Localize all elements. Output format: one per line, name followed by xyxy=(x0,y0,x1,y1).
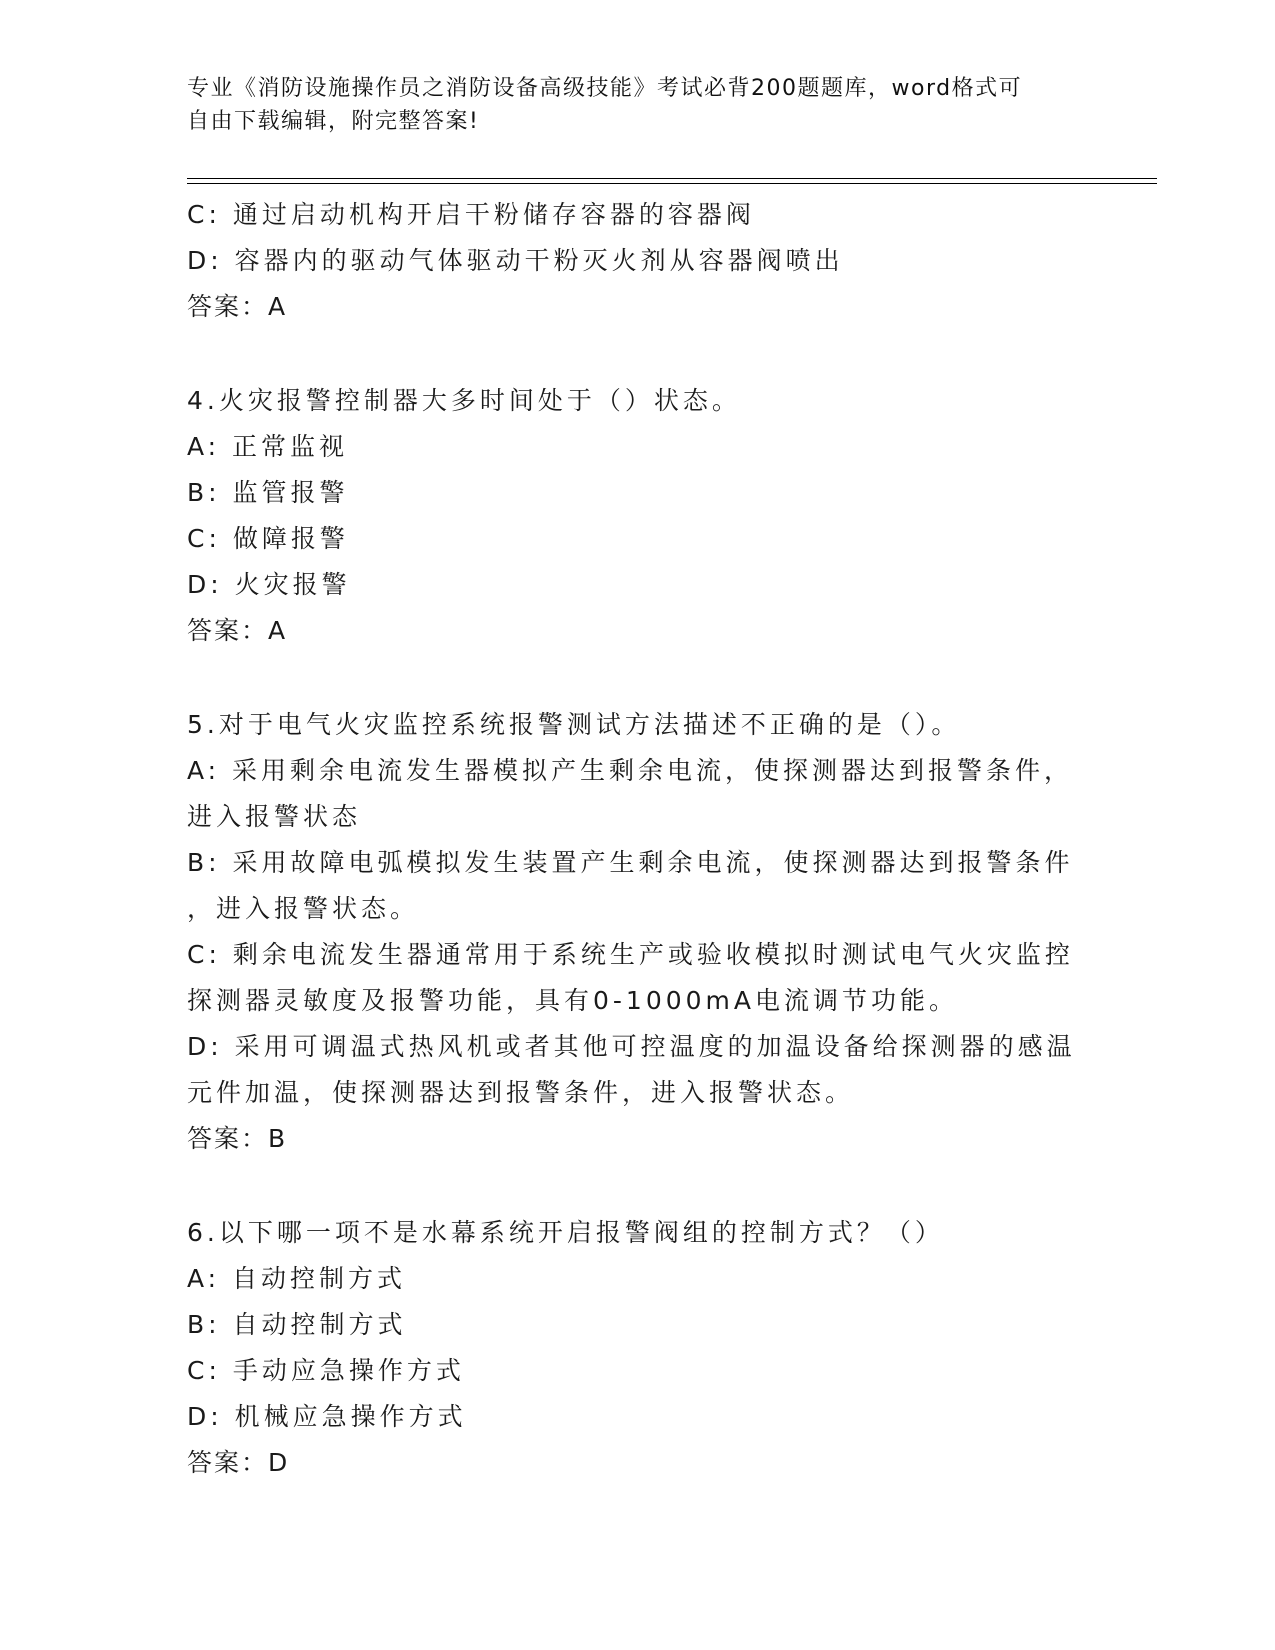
header-title-line-2: 自由下载编辑，附完整答案! xyxy=(187,109,480,134)
option-a: A: 正常监视 xyxy=(187,432,349,461)
option-c: C: 手动应急操作方式 xyxy=(187,1356,465,1385)
spacer xyxy=(187,1162,1087,1210)
option-a-continued: 进入报警状态 xyxy=(187,802,362,831)
question-5 xyxy=(187,702,1087,1162)
option-d: D: 火灾报警 xyxy=(187,570,351,599)
option-d-continued: 元件加温，使探测器达到报警条件，进入报警状态。 xyxy=(187,1078,855,1107)
option-d: D: 机械应急操作方式 xyxy=(187,1402,467,1431)
answer: 答案：D xyxy=(187,1448,290,1477)
header-title-line-1: 专业《消防设施操作员之消防设备高级技能》考试必背200题题库，word格式可 xyxy=(187,76,1023,101)
option-a: A: 采用剩余电流发生器模拟产生剩余电流，使探测器达到报警条件， xyxy=(187,756,1074,785)
option-d: D: 容器内的驱动气体驱动干粉灭火剂从容器阀喷出 xyxy=(187,246,844,275)
question-stem: 4.火灾报警控制器大多时间处于（）状态。 xyxy=(187,386,741,415)
spacer xyxy=(187,330,1087,378)
document-header xyxy=(187,72,1067,138)
question-stem: 6.以下哪一项不是水幕系统开启报警阀组的控制方式？（） xyxy=(187,1218,944,1247)
option-c: C: 剩余电流发生器通常用于系统生产或验收模拟时测试电气火灾监控 xyxy=(187,940,1074,969)
answer: 答案：B xyxy=(187,1124,288,1153)
option-d: D: 采用可调温式热风机或者其他可控温度的加温设备给探测器的感温 xyxy=(187,1032,1076,1061)
answer: 答案：A xyxy=(187,292,288,321)
question-4 xyxy=(187,378,1087,654)
option-b: B: 采用故障电弧模拟发生装置产生剩余电流，使探测器达到报警条件 xyxy=(187,848,1074,877)
header-divider-bottom xyxy=(187,183,1157,184)
question-3-tail xyxy=(187,192,1087,330)
option-a: A: 自动控制方式 xyxy=(187,1264,407,1293)
option-c: C: 通过启动机构开启干粉储存容器的容器阀 xyxy=(187,200,755,229)
question-6 xyxy=(187,1210,1087,1486)
spacer xyxy=(187,654,1087,702)
option-b: B: 自动控制方式 xyxy=(187,1310,407,1339)
question-stem: 5.对于电气火灾监控系统报警测试方法描述不正确的是（）。 xyxy=(187,710,961,739)
header-divider-top xyxy=(187,178,1157,179)
option-c-continued: 探测器灵敏度及报警功能，具有0-1000mA电流调节功能。 xyxy=(187,986,959,1015)
option-b-continued: ，进入报警状态。 xyxy=(187,894,420,923)
answer: 答案：A xyxy=(187,616,288,645)
option-b: B: 监管报警 xyxy=(187,478,349,507)
question-content xyxy=(187,192,1087,1486)
option-c: C: 做障报警 xyxy=(187,524,349,553)
